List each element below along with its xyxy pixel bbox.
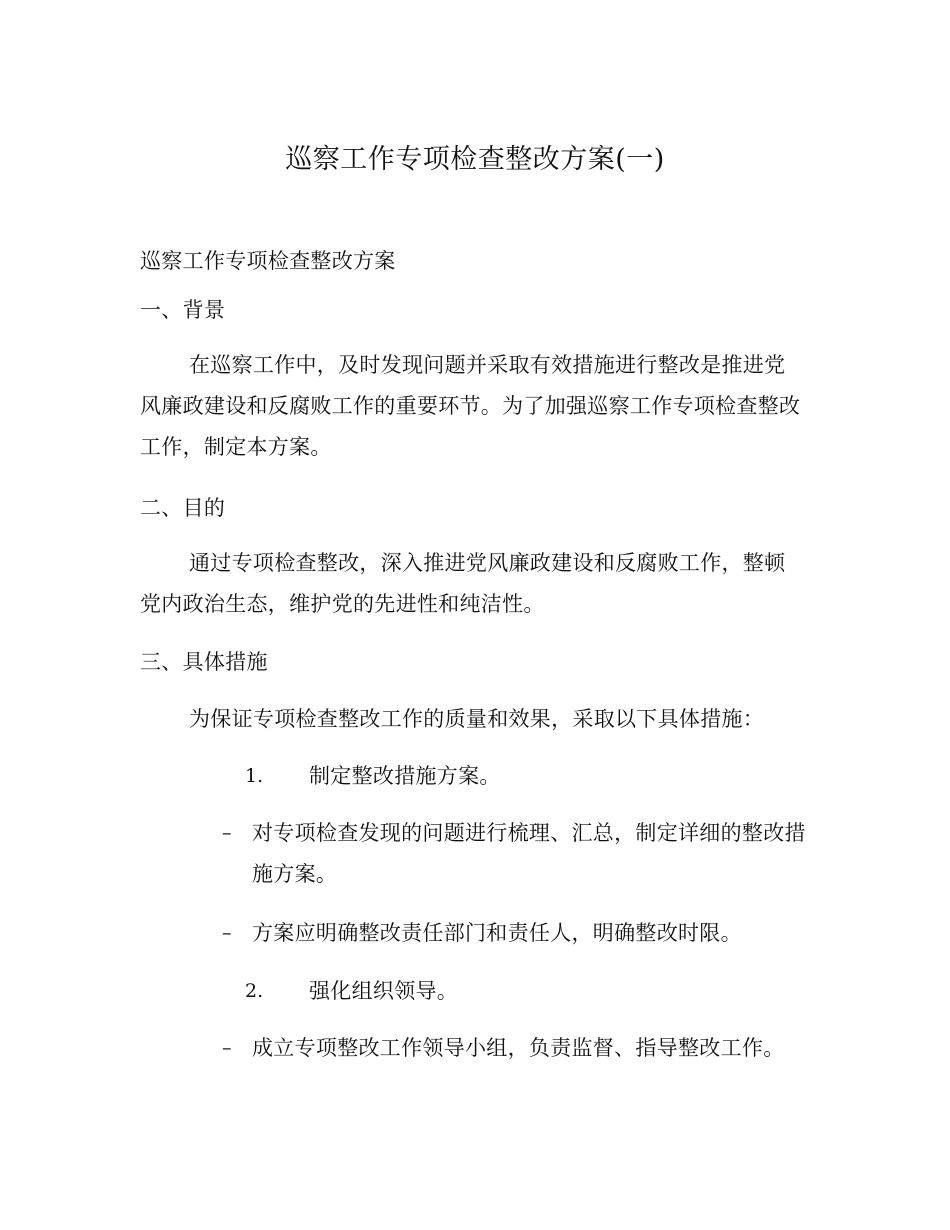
paragraph-purpose: 通过专项检查整改，深入推进党风廉政建设和反腐败工作，整顿党内政治生态，维护党的先进性和纯洁性。	[140, 551, 786, 616]
measures-intro: 为保证专项检查整改工作的质量和效果，采取以下具体措施：	[189, 707, 765, 731]
bullet-text: 成立专项整改工作领导小组，负责监督、指导整改工作。	[252, 1036, 785, 1060]
list-item-number: 1.	[245, 765, 264, 787]
bullet-text: 对专项检查发现的问题进行梳理、汇总，制定详细的整改措施方案。	[252, 821, 806, 886]
bullet-mark: –	[222, 1037, 232, 1059]
list-item-title: 强化组织领导。	[309, 979, 459, 1003]
section-heading-purpose: 二、目的	[140, 496, 226, 520]
list-item-number: 2.	[245, 980, 264, 1002]
section-heading-measures: 三、具体措施	[140, 650, 268, 674]
list-item-title: 制定整改措施方案。	[309, 764, 501, 788]
bullet-mark: –	[222, 922, 232, 944]
section-heading-background: 一、背景	[140, 298, 226, 322]
paragraph-background: 在巡察工作中，及时发现问题并采取有效措施进行整改是推进党风廉政建设和反腐败工作的重要环节。为了加强巡察工作专项检查整改工作，制定本方案。	[140, 353, 801, 459]
document-title: 巡察工作专项检查整改方案(一)	[285, 144, 665, 175]
bullet-mark: –	[222, 822, 232, 844]
bullet-text: 方案应明确整改责任部门和责任人，明确整改时限。	[252, 921, 742, 945]
document-subtitle: 巡察工作专项检查整改方案	[140, 249, 396, 273]
